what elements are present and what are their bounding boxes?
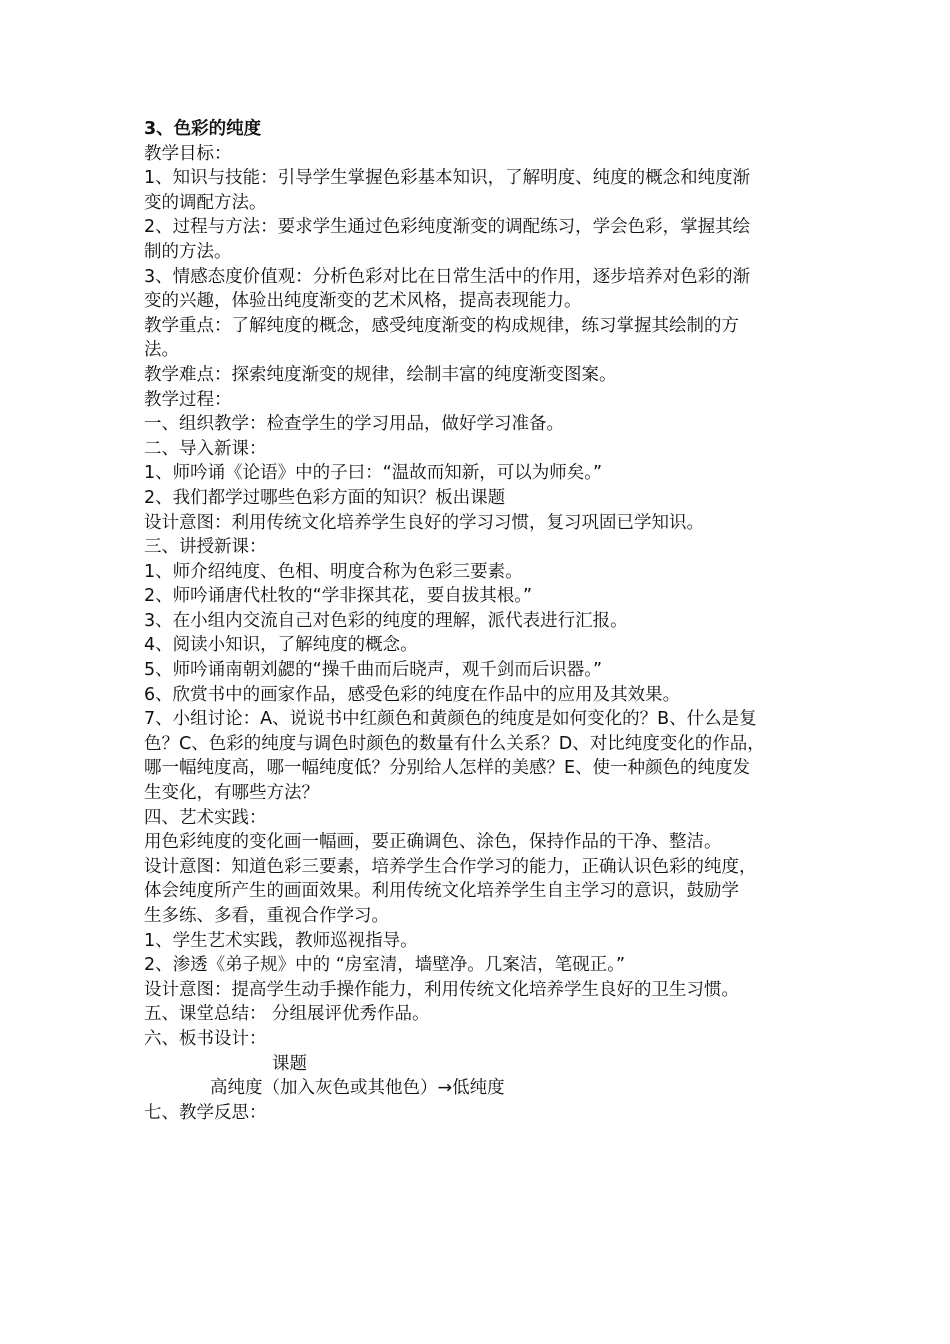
text-line: 1、师吟诵《论语》中的子曰：“温故而知新，可以为师矣。” (144, 463, 603, 484)
text-line: 1、知识与技能：引导学生掌握色彩基本知识，了解明度、纯度的概念和纯度渐 (144, 168, 751, 189)
text-line: 教学重点：了解纯度的概念，感受纯度渐变的构成规律，练习掌握其绘制的方 (144, 315, 739, 336)
text-line: 变的调配方法。 (144, 192, 267, 213)
text-line: 变的兴趣，体验出纯度渐变的艺术风格，提高表现能力。 (144, 291, 582, 312)
text-line: 2、师吟诵唐代杜牧的“学非探其花，要自拔其根。” (144, 586, 533, 607)
text-line: 3、情感态度价值观：分析色彩对比在日常生活中的作用，逐步培养对色彩的渐 (144, 266, 751, 287)
text-line: 制的方法。 (144, 241, 232, 262)
text-line: 一、组织教学：检查学生的学习用品，做好学习准备。 (144, 414, 564, 435)
text-line: 设计意图：知道色彩三要素，培养学生合作学习的能力，正确认识色彩的纯度， (144, 856, 757, 877)
reflection-heading: 七、教学反思： (144, 1102, 267, 1123)
text-line: 2、渗透《弟子规》中的 “房室清，墙壁净。几案洁，笔砚正。” (144, 955, 626, 976)
text-line: 法。 (144, 340, 179, 361)
text-line: 教学难点：探索纯度渐变的规律，绘制丰富的纯度渐变图案。 (144, 364, 617, 385)
text-line: 4、阅读小知识，了解纯度的概念。 (144, 635, 418, 656)
text-line: 1、学生艺术实践，教师巡视指导。 (144, 930, 418, 951)
board-formula: 高纯度（加入灰色或其他色）→低纯度 (210, 1078, 505, 1099)
text-line: 设计意图：提高学生动手操作能力，利用传统文化培养学生良好的卫生习惯。 (144, 979, 739, 1000)
text-line: 用色彩纯度的变化画一幅画，要正确调色、涂色，保持作品的干净、整洁。 (144, 832, 722, 853)
text-line: 7、小组讨论：A、说说书中红颜色和黄颜色的纯度是如何变化的？B、什么是复 (144, 709, 757, 730)
text-line: 2、我们都学过哪些色彩方面的知识？板出课题 (144, 487, 506, 508)
text-line: 2、过程与方法：要求学生通过色彩纯度渐变的调配练习，学会色彩，掌握其绘 (144, 217, 751, 238)
text-line: 哪一幅纯度高，哪一幅纯度低？分别给人怎样的美感？E、使一种颜色的纯度发 (144, 758, 751, 779)
text-line: 四、艺术实践： (144, 807, 267, 828)
text-line: 二、导入新课： (144, 438, 267, 459)
text-line: 六、板书设计： (144, 1028, 267, 1049)
lesson-title: 3、色彩的纯度 (144, 119, 262, 139)
text-line: 体会纯度所产生的画面效果。利用传统文化培养学生自主学习的意识，鼓励学 (144, 881, 739, 902)
text-line: 教学目标： (144, 143, 232, 164)
text-line: 教学过程： (144, 389, 232, 410)
text-line: 五、课堂总结： 分组展评优秀作品。 (144, 1004, 430, 1025)
lesson-body (144, 142, 824, 1052)
text-line: 6、欣赏书中的画家作品，感受色彩的纯度在作品中的应用及其效果。 (144, 684, 681, 705)
text-line: 三、讲授新课： (144, 537, 267, 558)
text-line: 1、师介绍纯度、色相、明度合称为色彩三要素。 (144, 561, 523, 582)
text-line: 设计意图：利用传统文化培养学生良好的学习习惯，复习巩固已学知识。 (144, 512, 704, 533)
text-line: 3、在小组内交流自己对色彩的纯度的理解，派代表进行汇报。 (144, 610, 628, 631)
text-line: 生变化，有哪些方法？ (144, 783, 319, 804)
board-topic: 课题 (272, 1053, 307, 1074)
text-line: 5、师吟诵南朝刘勰的“操千曲而后晓声，观千剑而后识器。” (144, 660, 603, 681)
document-page (144, 117, 824, 1125)
text-line: 色？C、色彩的纯度与调色时颜色的数量有什么关系？D、对比纯度变化的作品， (144, 733, 765, 754)
text-line: 生多练、多看，重视合作学习。 (144, 906, 389, 926)
